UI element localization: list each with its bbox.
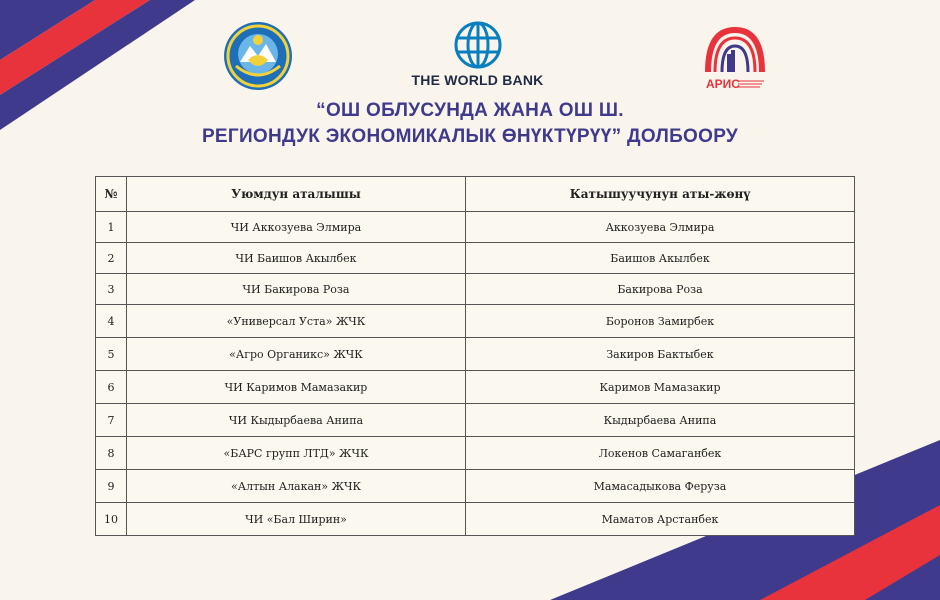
- table-row: [96, 470, 855, 503]
- cell-organization: ЧИ «Бал Ширин»: [127, 503, 466, 536]
- table-row: [96, 274, 855, 305]
- kyrgyzstan-emblem-icon: [222, 20, 294, 92]
- header-participant: Катышуучунун аты-жөнү: [466, 177, 855, 212]
- title-line-1: “ОШ ОБЛУСУНДА ЖАНА ОШ Ш.: [316, 100, 624, 121]
- cell-participant: Мамасадыкова Феруза: [466, 470, 855, 503]
- cell-number: 10: [96, 503, 127, 536]
- table-row: [96, 371, 855, 404]
- participants-table: [95, 176, 855, 536]
- table-row: [96, 437, 855, 470]
- header-number: №: [96, 177, 127, 212]
- table-row: [96, 243, 855, 274]
- cell-participant: Бакирова Роза: [466, 274, 855, 305]
- header-organization: Уюмдун аталышы: [127, 177, 466, 212]
- cell-number: 5: [96, 338, 127, 371]
- page-title: [0, 98, 940, 150]
- table-header-row: [96, 177, 855, 212]
- logo-bar: [0, 18, 940, 98]
- world-bank-logo: [405, 20, 550, 100]
- cell-organization: ЧИ Аккозуева Элмира: [127, 212, 466, 243]
- cell-organization: ЧИ Каримов Мамазакир: [127, 371, 466, 404]
- cell-participant: Аккозуева Элмира: [466, 212, 855, 243]
- cell-organization: «Агро Органикс» ЖЧК: [127, 338, 466, 371]
- table-row: [96, 305, 855, 338]
- cell-participant: Баишов Акылбек: [466, 243, 855, 274]
- cell-participant: Боронов Замирбек: [466, 305, 855, 338]
- cell-number: 4: [96, 305, 127, 338]
- cell-organization: «Универсал Уста» ЖЧК: [127, 305, 466, 338]
- cell-participant: Кыдырбаева Анипа: [466, 404, 855, 437]
- cell-participant: Закиров Бактыбек: [466, 338, 855, 371]
- cell-number: 6: [96, 371, 127, 404]
- cell-participant: Маматов Арстанбек: [466, 503, 855, 536]
- cell-organization: ЧИ Кыдырбаева Анипа: [127, 404, 466, 437]
- title-line-2: РЕГИОНДУК ЭКОНОМИКАЛЫК ӨНҮКТҮРҮҮ” ДОЛБООРУ: [201, 126, 739, 147]
- cell-participant: Каримов Мамазакир: [466, 371, 855, 404]
- table-row: [96, 338, 855, 371]
- cell-number: 3: [96, 274, 127, 305]
- aris-logo: [700, 20, 770, 92]
- world-bank-globe-icon: [453, 20, 503, 70]
- world-bank-name: THE WORLD BANK: [411, 72, 544, 88]
- cell-number: 1: [96, 212, 127, 243]
- cell-organization: ЧИ Баишов Акылбек: [127, 243, 466, 274]
- cell-participant: Локенов Самаганбек: [466, 437, 855, 470]
- cell-number: 2: [96, 243, 127, 274]
- cell-organization: ЧИ Бакирова Роза: [127, 274, 466, 305]
- cell-organization: «Алтын Алакан» ЖЧК: [127, 470, 466, 503]
- cell-number: 8: [96, 437, 127, 470]
- aris-wordmark: АРИС: [706, 77, 740, 91]
- cell-number: 9: [96, 470, 127, 503]
- cell-organization: «БАРС групп ЛТД» ЖЧК: [127, 437, 466, 470]
- cell-number: 7: [96, 404, 127, 437]
- table-row: [96, 404, 855, 437]
- table-row: [96, 503, 855, 536]
- table-row: [96, 212, 855, 243]
